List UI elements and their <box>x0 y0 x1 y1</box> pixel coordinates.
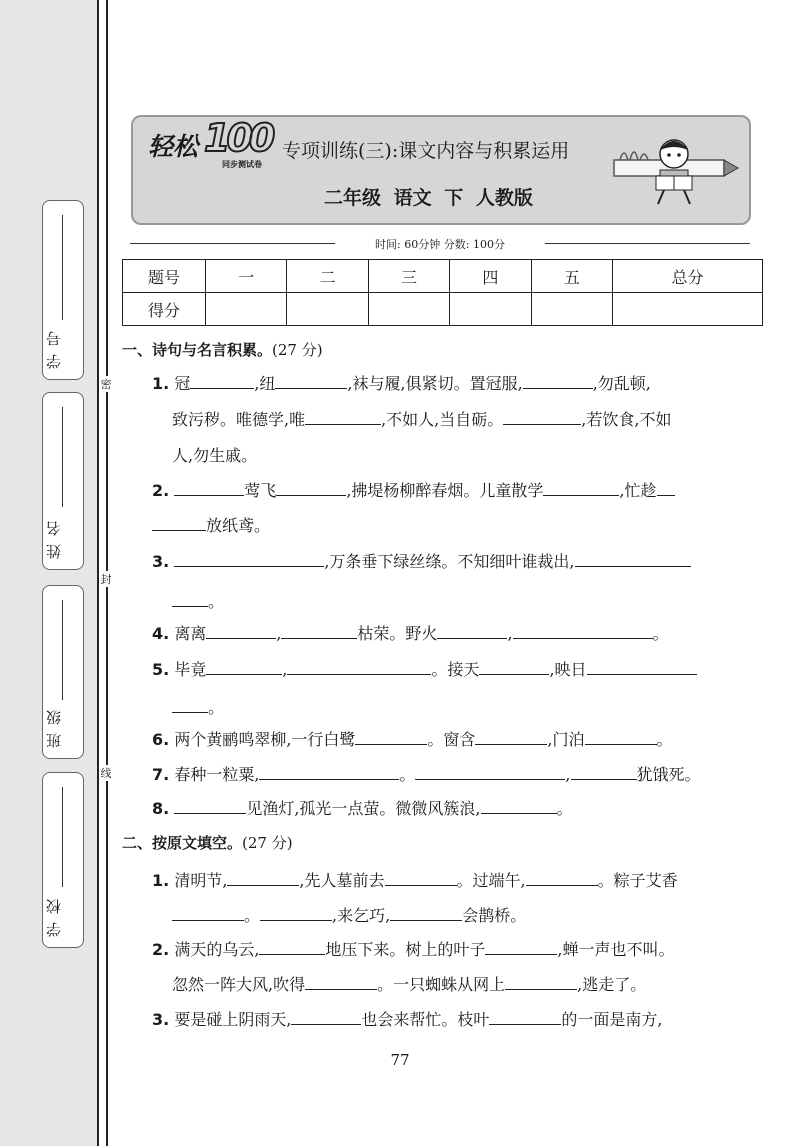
text: ,不如人,当自砺。 <box>381 410 504 429</box>
text: , <box>565 765 571 784</box>
blank[interactable] <box>152 512 206 531</box>
text: , <box>282 660 288 679</box>
field-label: 姓名 <box>45 513 63 559</box>
table-row <box>123 293 763 326</box>
section-heading <box>122 832 293 853</box>
question-number: 1. <box>152 374 170 393</box>
question-10-cont <box>172 967 787 1003</box>
blank[interactable] <box>305 406 381 425</box>
question-number: 8. <box>152 799 170 818</box>
seal-mark: 密 <box>100 378 112 391</box>
text: 离离 <box>174 624 207 643</box>
score-input-cell[interactable] <box>531 293 612 326</box>
field-line <box>62 600 63 700</box>
blank[interactable] <box>276 477 346 496</box>
question-6 <box>152 722 767 758</box>
question-number: 5. <box>152 660 170 679</box>
question-3 <box>152 544 767 580</box>
score-input-cell[interactable] <box>368 293 449 326</box>
text: 。 <box>656 730 673 749</box>
blank[interactable] <box>259 761 399 780</box>
blank[interactable] <box>505 971 577 990</box>
blank[interactable] <box>206 656 282 675</box>
score-input-cell[interactable] <box>450 293 531 326</box>
question-number: 3. <box>152 1010 170 1029</box>
blank[interactable] <box>485 936 557 955</box>
seal-mark: 封 <box>100 573 112 586</box>
mascot-illustration <box>610 130 740 210</box>
blank[interactable] <box>355 726 427 745</box>
blank[interactable] <box>172 902 244 921</box>
text: ,逃走了。 <box>577 975 647 994</box>
blank[interactable] <box>657 477 675 496</box>
brand-logo-number: 100 <box>204 116 272 160</box>
question-number: 2. <box>152 481 170 500</box>
blank[interactable] <box>227 867 299 886</box>
blank[interactable] <box>503 406 581 425</box>
text: 春种一粒粟, <box>174 765 260 784</box>
text: 犹饿死。 <box>636 765 701 784</box>
text: 会鹊桥。 <box>462 906 527 925</box>
table-cell: 三 <box>368 260 449 293</box>
text: 。 <box>556 799 573 818</box>
question-5 <box>152 652 767 688</box>
blank[interactable] <box>287 656 431 675</box>
text: 。 <box>244 906 261 925</box>
table-cell: 四 <box>450 260 531 293</box>
blank[interactable] <box>259 936 325 955</box>
field-line <box>62 215 63 320</box>
table-cell: 得分 <box>123 293 206 326</box>
text: 致污秽。唯德学,唯 <box>172 410 306 429</box>
field-label: 学号 <box>45 323 63 369</box>
score-table <box>122 259 763 326</box>
section-heading <box>122 339 323 360</box>
section-points: (27 分) <box>272 341 323 359</box>
text: , <box>507 624 513 643</box>
question-1-cont <box>172 402 787 438</box>
question-10 <box>152 932 767 968</box>
text: ,门泊 <box>547 730 585 749</box>
class-field[interactable] <box>42 585 84 759</box>
text: ,勿乱顿, <box>592 374 651 393</box>
blank[interactable] <box>481 795 557 814</box>
student-id-field[interactable] <box>42 200 84 380</box>
text: 毕竟 <box>174 660 207 679</box>
blank[interactable] <box>585 726 657 745</box>
brand-logo-text: 轻松 <box>148 132 199 161</box>
binding-border <box>97 0 99 1146</box>
text: ,纽 <box>254 374 276 393</box>
table-cell: 一 <box>206 260 287 293</box>
text: ,忙趁 <box>619 481 657 500</box>
question-number: 3. <box>152 552 170 571</box>
text: 两个黄鹂鸣翠柳,一行白鹭 <box>174 730 356 749</box>
text: 。过端午, <box>456 871 526 890</box>
question-9 <box>152 863 767 899</box>
section-points: (27 分) <box>242 834 293 852</box>
blank[interactable] <box>479 656 549 675</box>
blank[interactable] <box>475 726 547 745</box>
question-11 <box>152 1002 767 1038</box>
text: 要是碰上阴雨天, <box>174 1010 292 1029</box>
blank[interactable] <box>206 620 276 639</box>
blank[interactable] <box>575 548 691 567</box>
blank[interactable] <box>190 370 254 389</box>
question-5-cont <box>172 690 787 726</box>
text: 人,勿生戚。 <box>172 446 258 465</box>
question-4 <box>152 616 767 652</box>
question-1 <box>152 366 767 402</box>
blank[interactable] <box>489 1006 561 1025</box>
question-number: 4. <box>152 624 170 643</box>
blank[interactable] <box>385 867 457 886</box>
field-label: 班级 <box>45 702 63 748</box>
page-title: 专项训练(三):课文内容与积累运用 <box>282 140 570 162</box>
blank[interactable] <box>543 477 619 496</box>
blank[interactable] <box>174 477 244 496</box>
blank[interactable] <box>174 548 324 567</box>
blank[interactable] <box>523 370 593 389</box>
blank[interactable] <box>437 620 507 639</box>
page-number: 77 <box>390 1051 410 1069</box>
text: 地压下来。树上的叶子 <box>325 940 486 959</box>
text: ,袜与履,俱紧切。置冠服, <box>347 374 523 393</box>
question-7 <box>152 757 767 793</box>
question-9-cont <box>172 898 787 934</box>
score-input-cell[interactable] <box>613 293 763 326</box>
text: 放纸鸢。 <box>206 516 271 535</box>
table-cell: 题号 <box>123 260 206 293</box>
blank[interactable] <box>390 902 462 921</box>
section-title: 一、诗句与名言积累。 <box>122 341 273 359</box>
text: ,若饮食,不如 <box>581 410 672 429</box>
time-info: 时间: 60分钟 分数: 100分 <box>375 238 505 251</box>
text: ,蝉一声也不叫。 <box>557 940 675 959</box>
blank[interactable] <box>172 588 208 607</box>
binding-strip <box>0 0 97 1146</box>
field-label: 学校 <box>45 891 63 937</box>
section-title: 二、按原文填空。 <box>122 834 243 852</box>
blank[interactable] <box>172 694 208 713</box>
question-1-cont <box>172 438 787 474</box>
text: 。 <box>652 624 669 643</box>
text: 。 <box>208 698 225 717</box>
text: ,万条垂下绿丝绦。不知细叶谁裁出, <box>324 552 575 571</box>
field-line <box>62 407 63 507</box>
text: ,先人墓前去 <box>299 871 385 890</box>
brand-logo-subtitle: 同步测试卷 <box>222 159 262 169</box>
text: 。一只蜘蛛从网上 <box>377 975 506 994</box>
text: ,拂堤杨柳醉春烟。儿童散学 <box>346 481 544 500</box>
blank[interactable] <box>415 761 565 780</box>
text: 。 <box>399 765 416 784</box>
field-line <box>62 787 63 887</box>
score-input-cell[interactable] <box>206 293 287 326</box>
question-number: 1. <box>152 871 170 890</box>
blank[interactable] <box>260 902 332 921</box>
blank[interactable] <box>526 867 598 886</box>
text: 冠 <box>174 374 191 393</box>
question-2 <box>152 473 767 509</box>
text: 满天的乌云, <box>174 940 260 959</box>
text: ,映日 <box>549 660 587 679</box>
school-field[interactable] <box>42 772 84 948</box>
question-number: 2. <box>152 940 170 959</box>
blank[interactable] <box>571 761 637 780</box>
blank[interactable] <box>513 620 653 639</box>
text: 见渔灯,孤光一点萤。微微风簇浪, <box>246 799 481 818</box>
question-8 <box>152 791 767 827</box>
time-info-bar <box>130 236 750 250</box>
table-cell: 二 <box>287 260 368 293</box>
text: 。接天 <box>431 660 480 679</box>
text: 忽然一阵大风,吹得 <box>172 975 306 994</box>
text: 也会来帮忙。枝叶 <box>361 1010 490 1029</box>
table-cell: 五 <box>531 260 612 293</box>
student-name-field[interactable] <box>42 392 84 570</box>
text: ,来乞巧, <box>332 906 391 925</box>
text: , <box>276 624 282 643</box>
blank[interactable] <box>275 370 347 389</box>
blank[interactable] <box>305 971 377 990</box>
text: 清明节, <box>174 871 228 890</box>
question-number: 6. <box>152 730 170 749</box>
blank[interactable] <box>281 620 357 639</box>
text: 莺飞 <box>244 481 277 500</box>
blank[interactable] <box>587 656 697 675</box>
question-2-cont <box>152 508 767 544</box>
grade-subtitle: 二年级 语文 下 人教版 <box>324 187 533 209</box>
text: 的一面是南方, <box>561 1010 663 1029</box>
text: 。窗含 <box>427 730 476 749</box>
table-cell: 总分 <box>613 260 763 293</box>
table-row <box>123 260 763 293</box>
blank[interactable] <box>291 1006 361 1025</box>
score-input-cell[interactable] <box>287 293 368 326</box>
seal-mark: 线 <box>100 767 112 780</box>
text: 枯荣。野火 <box>357 624 438 643</box>
text: 。 <box>208 592 225 611</box>
text: 。粽子艾香 <box>597 871 678 890</box>
question-number: 7. <box>152 765 170 784</box>
question-3-cont <box>172 584 787 620</box>
blank[interactable] <box>174 795 246 814</box>
